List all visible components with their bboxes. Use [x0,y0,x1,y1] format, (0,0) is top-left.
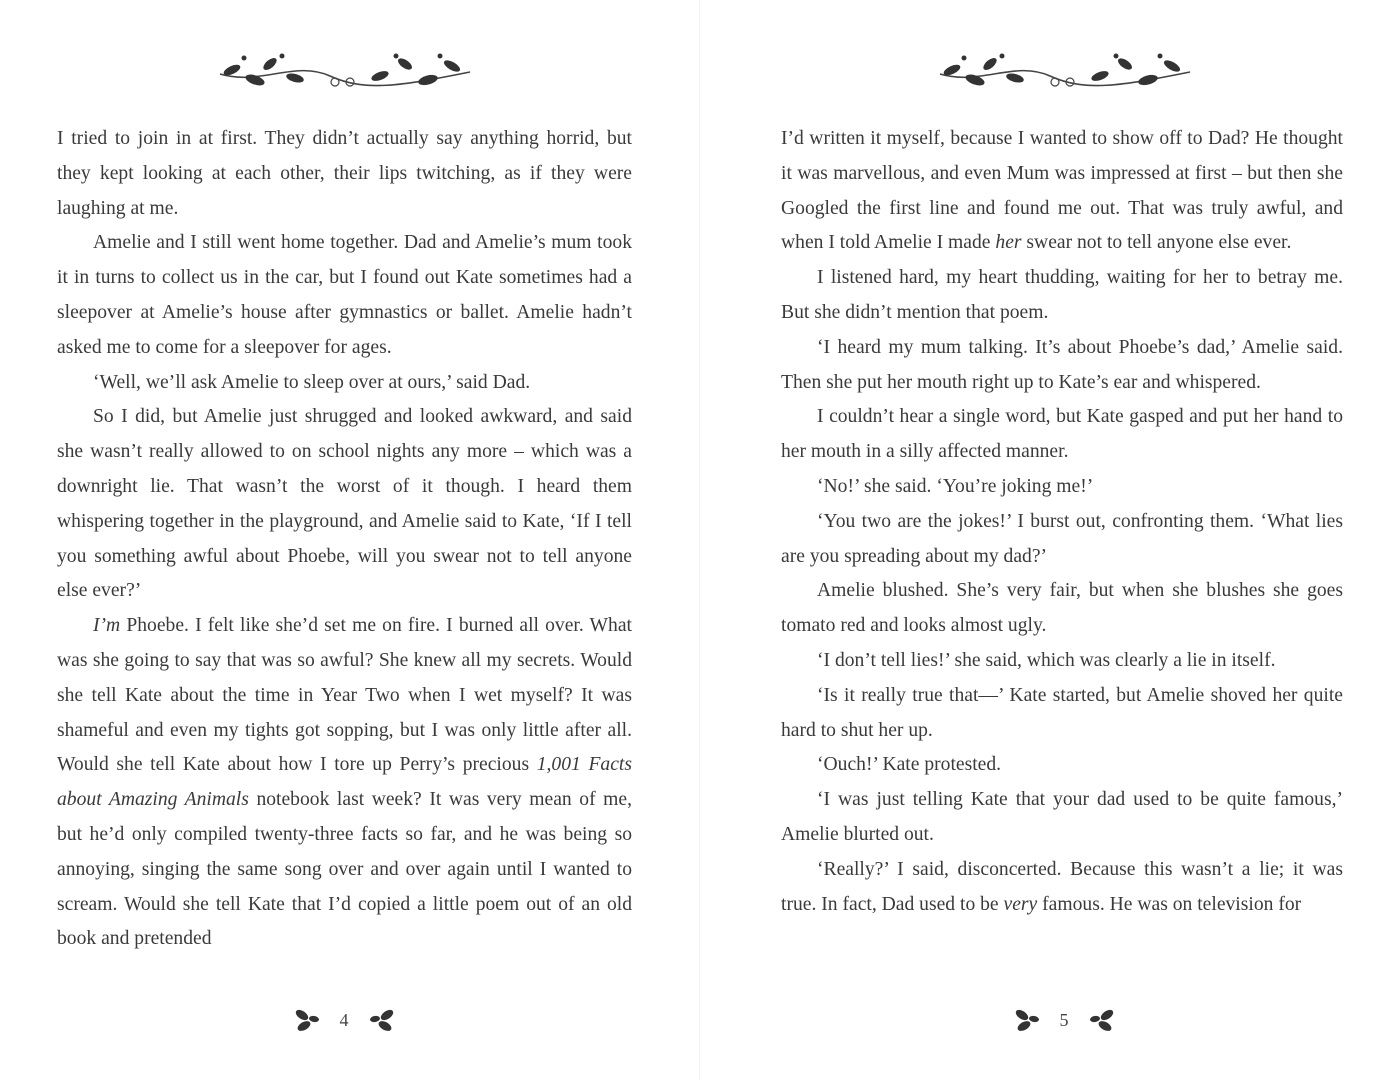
left-page-footer [274,1000,414,1040]
floral-vine-ornament-icon [920,42,1210,102]
text-run: ‘Really?’ I said, disconcerted. Because this wasn’t a lie; it was true. In fact, Dad used to be [781,858,1343,915]
text-run: notebook last week? It was very mean of me, but he’d only compiled twenty-three facts so far, and he was being so annoying, singing the same song over and over again until I wanted to scream. Would she tell Kate that I’d copied a little poem out of an old book and pretended [57,789,632,950]
paragraph [781,122,1343,261]
text-run: I listened hard, my heart thudding, waiting for her to betray me. But she didn’t mention that poem. [781,267,1343,323]
leaf-sprig-icon [292,1005,322,1035]
text-run: Amelie blushed. She’s very fair, but when she blushes she goes tomato red and looks almost ugly. [781,580,1343,637]
paragraph [781,853,1343,923]
text-run: famous. He was on television for [1037,893,1302,915]
italic-text: her [995,232,1022,254]
right-page [700,0,1399,1080]
right-page-text [781,122,1343,922]
paragraph [57,122,632,226]
paragraph [781,470,1343,505]
leaf-sprig-icon [1012,1005,1042,1035]
left-page [0,0,699,1080]
text-run: ‘I was just telling Kate that your dad used to be quite famous,’ Amelie blurted out. [781,789,1343,845]
paragraph [57,366,632,401]
leaf-sprig-icon [1087,1005,1117,1035]
text-run: ‘I heard my mum talking. It’s about Phoebe’s dad,’ Amelie said. Then she put her mouth right up to Kate’s ear and whispered. [781,336,1343,393]
italic-text: 1,001 Facts about Amazing Animals [57,754,632,811]
paragraph [781,400,1343,470]
text-run: Amelie and I still went home together. Dad and Amelie’s mum took it in turns to collect us in the car, but I found out Kate sometimes had a sleepover at Amelie’s house after gymnastics or ballet. Amelie hadn’t asked me to come for a sleepover for ages. [57,232,632,358]
text-run: So I did, but Amelie just shrugged and looked awkward, and said she wasn’t really allowed to on school nights any more – which was a downright lie. That wasn’t the worst of it though. I heard them whispering together in the playground, and Amelie said to Kate, ‘If I tell you something awful about Phoebe, will you swear not to tell anyone else ever?’ [57,406,632,602]
floral-vine-ornament-icon [200,42,490,102]
leaf-sprig-icon [367,1005,397,1035]
paragraph [57,609,632,957]
text-run: ‘Well, we’ll ask Amelie to sleep over at ours,’ said Dad. [93,371,531,393]
paragraph [57,400,632,609]
text-run: Phoebe. I felt like she’d set me on fire. I burned all over. What was she going to say that was so awful? She knew all my secrets. Would she tell Kate about the time in Year Two when I wet myself? It was shameful and even my tights got sopping, but I was only little after all. Would she tell Kate about how I tore up Perry’s precious [57,615,632,776]
paragraph [781,574,1343,644]
right-page-footer [994,1000,1134,1040]
paragraph [781,331,1343,401]
text-run: I tried to join in at first. They didn’t actually say anything horrid, but they kept looking at each other, their lips twitching, as if they were laughing at me. [57,128,632,219]
italic-text: very [1003,893,1038,915]
paragraph [781,505,1343,575]
paragraph [781,644,1343,679]
text-run: I’d written it myself, because I wanted to show off to Dad? He thought it was marvellous, and even Mum was impressed at first – but then she Googled the first line and found me out. That was truly awful, and when I told Amelie I made [781,128,1343,254]
paragraph [781,679,1343,749]
paragraph [781,748,1343,783]
text-run: ‘No!’ she said. ‘You’re joking me!’ [817,475,1094,497]
text-run: ‘You two are the jokes!’ I burst out, confronting them. ‘What lies are you spreading about my dad?’ [781,510,1343,567]
paragraph [781,783,1343,853]
page-number: 4 [339,1009,349,1030]
italic-text: I’m [93,615,121,637]
text-run: I couldn’t hear a single word, but Kate gasped and put her hand to her mouth in a silly affected manner. [781,406,1343,463]
text-run: ‘I don’t tell lies!’ she said, which was clearly a lie in itself. [817,649,1276,671]
page-number: 5 [1059,1009,1069,1030]
text-run: swear not to tell anyone else ever. [1021,232,1292,254]
left-page-text [57,122,632,957]
text-run: ‘Is it really true that—’ Kate started, but Amelie shoved her quite hard to shut her up. [781,684,1343,741]
text-run: ‘Ouch!’ Kate protested. [817,754,1002,776]
paragraph [781,261,1343,331]
paragraph [57,226,632,365]
